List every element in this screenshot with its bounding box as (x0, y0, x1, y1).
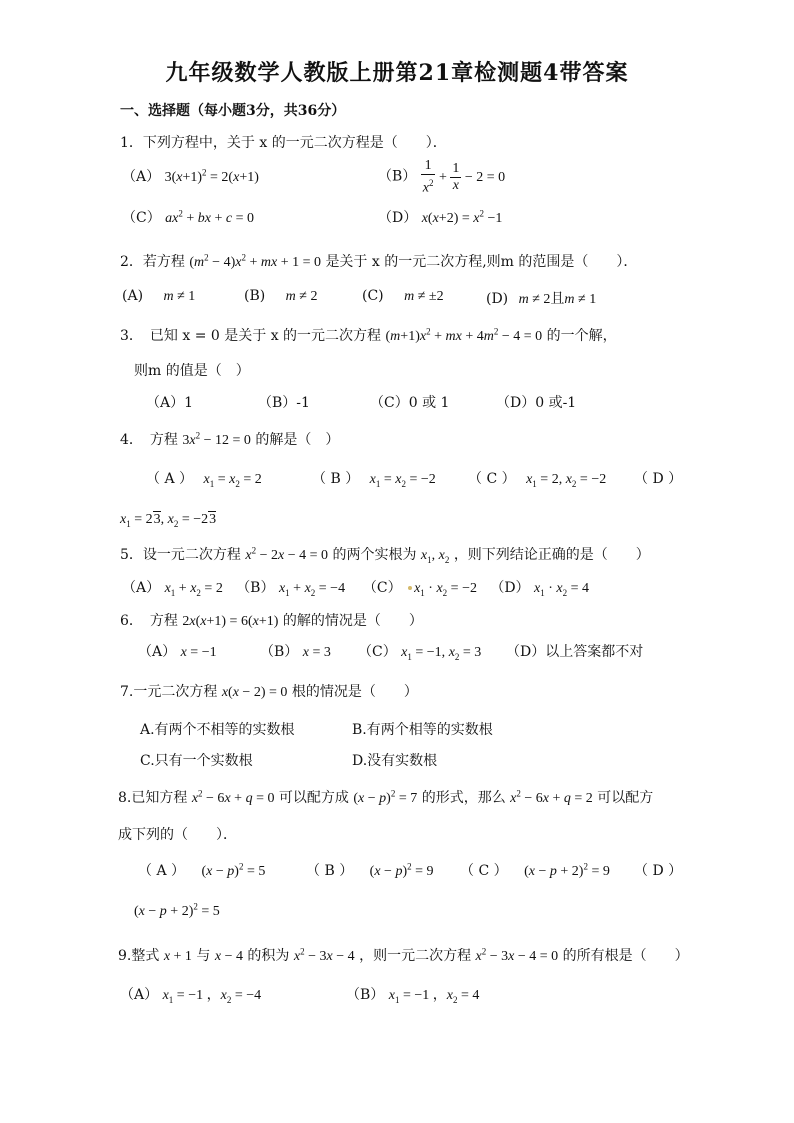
question-6-option-b (260, 641, 331, 661)
question-7-option-c: C.只有一个实数根 (140, 753, 253, 769)
question-1-option-b (378, 158, 505, 197)
stem-text: ，则下列结论正确的是（ ） (453, 547, 650, 563)
question-8-option-a (138, 860, 265, 880)
math-expression: $x^2 - 6x + q = 0$ (191, 788, 275, 806)
option-label: （C） (358, 644, 397, 660)
math-expression: $x_1 = -1$, $x_2 = 3$ (401, 645, 482, 662)
math-expression: x = 3 (302, 645, 331, 660)
question-8-stem (118, 787, 653, 807)
stem-text: 的两个实根为 (332, 547, 417, 563)
math-expression: $x^2 - 3x - 4$ (293, 946, 355, 964)
stem-text: 4． 方程 (120, 432, 178, 448)
question-3-stem-continued: 则m 的值是（ ） (134, 363, 250, 379)
question-3-stem (120, 325, 617, 345)
option-label: （B） (260, 644, 299, 660)
option-label: （ C ） (460, 863, 508, 879)
question-4-option-b (312, 468, 436, 489)
option-label: （ D ） (634, 471, 683, 487)
question-8-option-b (306, 860, 434, 880)
question-6-option-d: （D）以上答案都不对 (506, 644, 644, 660)
math-expression: $x_1 = 23$, $x_2 = -23$ (120, 512, 217, 529)
math-expression: $x_1 = -1$ ，$x_2 = -4$ (162, 988, 262, 1005)
math-expression: m ≠ ±2 (404, 289, 444, 304)
question-1-stem: 1．下列方程中，关于 x 的一元二次方程是（ ）． (120, 135, 447, 151)
option-label: (B) (244, 288, 266, 304)
question-4-stem (120, 429, 339, 449)
stem-text: 的一个解， (546, 328, 617, 344)
math-expression: $(x - p)^2 = 7$ (353, 788, 418, 806)
math-expression: $x_1 + x_2 = -4$ (278, 581, 346, 598)
question-8-stem-continued: 成下列的（ ）． (118, 827, 237, 843)
math-expression: $3x^2 - 12 = 0$ (182, 430, 251, 448)
stem-text: 根的情况是（ ） (291, 684, 418, 700)
math-expression: $x_1 = -1$ ，$x_2 = 4$ (388, 988, 480, 1005)
stem-text: 的解的情况是（ ） (282, 613, 423, 629)
math-expression: $x_1$, $x_2$ (420, 548, 450, 565)
math-expression: x + 1 (163, 949, 192, 964)
math-expression: m ≠ 1 (564, 292, 597, 307)
option-label: （ A ） (138, 863, 186, 879)
question-6-stem (120, 610, 423, 630)
option-label: （A） (138, 644, 177, 660)
question-9-stem (118, 945, 689, 965)
question-5-options (122, 577, 589, 598)
page-title: 九年级数学人教版上册第21章检测题4带答案 (165, 60, 629, 86)
question-4-option-c (468, 468, 606, 489)
option-label: （D） (378, 210, 418, 226)
stem-text: 是关于 x 的一元二次方程,则m 的范围是（ ）． (325, 254, 638, 270)
question-9-option-b (346, 984, 479, 1005)
stem-text: 5．设一元二次方程 (120, 547, 241, 563)
option-label: （ D ） (634, 863, 683, 879)
option-label: （A） (120, 987, 159, 1003)
math-expression: $x^2 - 3x - 4 = 0$ (475, 946, 559, 964)
option-label: （ B ） (306, 863, 354, 879)
question-7-option-a: A.有两个不相等的实数根 (140, 722, 295, 738)
math-expression: x(x − 2) = 0 (221, 685, 288, 700)
question-4-option-a (146, 468, 262, 489)
option-label: （B） (378, 168, 417, 185)
stem-text: 的形式，那么 (421, 790, 506, 806)
question-2-option-c (362, 288, 444, 305)
question-1-option-d (378, 207, 502, 227)
option-label: (A) (122, 288, 144, 304)
question-3-option-d: （D）0 或-1 (496, 395, 577, 411)
stem-text: 7.一元二次方程 (120, 684, 218, 700)
question-9-option-a (120, 984, 261, 1005)
question-6-option-a (138, 641, 217, 661)
question-7-option-b: B.有两个相等的实数根 (352, 722, 493, 738)
question-2-option-d (486, 288, 596, 308)
stem-text: ，则一元二次方程 (359, 948, 472, 964)
stem-text: 的所有根是（ ） (562, 948, 689, 964)
section-heading: 一、选择题（每小题3分，共36分） (120, 103, 346, 119)
stem-text: 2．若方程 (120, 254, 185, 270)
option-label: (C) (362, 288, 384, 304)
question-3-option-a: （A）1 (146, 395, 194, 411)
option-label: （C） (122, 210, 161, 226)
math-expression: x − 4 (214, 949, 243, 964)
stem-text: 可以配方 (597, 790, 654, 806)
option-label: （B） (236, 580, 275, 596)
math-expression: m ≠ 1 (163, 289, 196, 304)
math-expression: $(x - p + 2)^2 = 9$ (524, 861, 610, 879)
question-8-option-d-value (134, 901, 220, 920)
question-8-option-c (460, 860, 610, 880)
question-7-option-d: D.没有实数根 (352, 753, 438, 769)
question-5-stem (120, 544, 650, 565)
math-expression: $(m+1)x^2$ + mx + $4m^2 - 4 = 0$ (385, 326, 543, 344)
stem-text: 的积为 (247, 948, 290, 964)
stem-text: 9.整式 (118, 948, 160, 964)
option-label: （ C ） (468, 471, 516, 487)
math-expression: 2x(x+1) = 6(x+1) (182, 614, 279, 629)
stem-text: 的解是（ ） (255, 432, 340, 448)
option-label: （D） (490, 580, 530, 596)
question-3-option-c: （C）0 或 1 (370, 395, 450, 411)
option-label: （B） (346, 987, 385, 1003)
question-2-stem (120, 251, 637, 271)
math-expression: $x^2 - 2x - 4 = 0$ (245, 545, 329, 563)
math-expression: $x_1 = x_2 = -2$ (369, 472, 436, 489)
math-expression: $x_1 \cdot x_2 = -2$ (414, 581, 477, 598)
option-label: （A） (122, 580, 161, 596)
question-1-option-c (122, 207, 254, 227)
math-expression: m ≠ 2 (285, 289, 318, 304)
stem-text: 6． 方程 (120, 613, 178, 629)
question-1-option-a (122, 166, 259, 186)
question-4-option-d (634, 468, 682, 488)
option-label: （ A ） (146, 471, 194, 487)
stem-text: 与 (196, 948, 211, 964)
math-expression: $x_1 \cdot x_2 = 4$ (534, 581, 590, 598)
option-label: （ B ） (312, 471, 360, 487)
option-label: （C） (362, 580, 402, 596)
question-6-option-c (358, 641, 481, 662)
stem-text: 3． 已知 x = 0 是关于 x 的一元二次方程 (120, 328, 382, 344)
option-label: (D) (486, 291, 509, 307)
stem-text: 可以配方成 (278, 790, 349, 806)
stray-mark (408, 586, 412, 590)
math-expression: $x_1 = x_2 = 2$ (203, 472, 262, 489)
question-3-option-b: （B）-1 (258, 395, 310, 411)
question-7-stem (120, 681, 418, 701)
math-expression: $(x - p)^2 = 5$ (201, 861, 266, 879)
math-expression: $x_1 = 2$, $x_2 = -2$ (526, 472, 607, 489)
math-expression: $(m^2 - 4)x^2$ + mx + 1 = 0 (189, 252, 321, 270)
math-expression: $ax^2$ + bx + c = 0 (165, 208, 255, 226)
question-8-option-d (634, 860, 682, 880)
math-expression: $\frac{1}{x^2}$ + $\frac{1}{x}$ − 2 = 0 (422, 158, 506, 196)
math-expression: $(x - p)^2 = 9$ (369, 861, 434, 879)
math-expression: m ≠ 2 (518, 292, 551, 307)
question-2-option-b (244, 288, 317, 305)
stem-text: 8.已知方程 (118, 790, 188, 806)
option-label: （A） (122, 169, 161, 185)
math-expression: $3(x+1)^2 = 2(x+1)$ (164, 167, 259, 185)
math-expression: $(x - p + 2)^2 = 5$ (134, 901, 220, 919)
math-expression: $x^2 - 6x + q = 2$ (510, 788, 593, 806)
math-expression: $x_1 + x_2 = 2$ (164, 581, 223, 598)
math-expression: $x(x+2) = x^2 -1$ (421, 208, 503, 226)
question-4-option-d-value (120, 511, 216, 529)
math-expression: x = −1 (180, 645, 217, 660)
conjunction: 且 (550, 291, 565, 307)
question-2-options (122, 288, 195, 305)
